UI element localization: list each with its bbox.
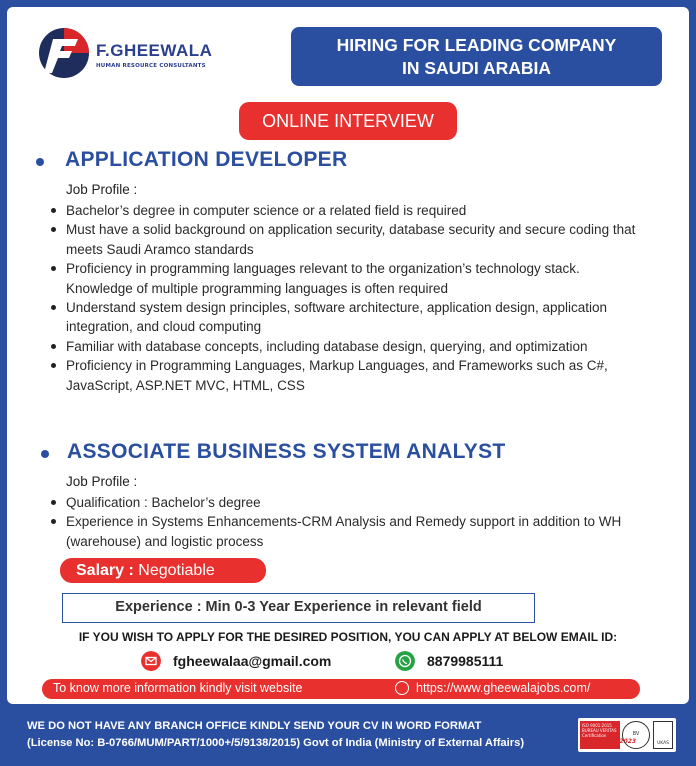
ukas-mark: UKAS <box>653 721 673 749</box>
company-logo <box>38 27 218 81</box>
list-item: Must have a solid background on application security, database security and secure coding that meets Saudi Aramco standards <box>50 220 650 259</box>
phone-number[interactable]: 8879985111 <box>427 653 504 669</box>
footer-notice: WE DO NOT HAVE ANY BRANCH OFFICE KINDLY SEND YOUR CV IN WORD FORMAT <box>27 720 482 732</box>
phone-contact[interactable] <box>395 650 503 672</box>
iso-certification: ISO 9001:2015 BUREAU VERITAS Certification <box>580 721 620 749</box>
list-item: Proficiency in programming languages relevant to the organization’s technology stack. Knowledge of multiple programming languages is often required <box>50 259 650 298</box>
role-bullet-icon <box>36 158 44 166</box>
footer <box>0 708 696 766</box>
online-interview-badge: ONLINE INTERVIEW <box>239 102 457 140</box>
experience-requirement: Experience : Min 0-3 Year Experience in relevant field <box>62 593 535 623</box>
globe-icon <box>395 681 409 695</box>
list-item: Understand system design principles, software architecture, application design, application integration, and cloud computing <box>50 298 650 337</box>
job-profile-label: Job Profile : <box>66 182 138 197</box>
website-link[interactable] <box>395 681 590 695</box>
list-item: Bachelor’s degree in computer science or a related field is required <box>50 201 650 220</box>
hiring-line-2: IN SAUDI ARABIA <box>401 58 552 78</box>
bureau-veritas-seal-icon: BV <box>622 721 650 749</box>
brand-subtitle: HUMAN RESOURCE CONSULTANTS <box>96 63 206 69</box>
hiring-banner <box>291 27 662 86</box>
list-item: Qualification : Bachelor’s degree <box>50 493 650 512</box>
job-profile-label: Job Profile : <box>66 474 138 489</box>
salary-value: Negotiable <box>138 562 215 579</box>
website-bar <box>42 679 640 699</box>
application-developer-requirements <box>50 201 650 395</box>
hiring-line-1: HIRING FOR LEADING COMPANY <box>336 35 617 55</box>
email-contact[interactable] <box>141 650 331 672</box>
apply-instruction: IF YOU WISH TO APPLY FOR THE DESIRED POSITION, YOU CAN APPLY AT BELOW EMAIL ID: <box>78 630 618 644</box>
certification-date: Apr. 2023 <box>604 738 637 745</box>
role-title-business-analyst: ASSOCIATE BUSINESS SYSTEM ANALYST <box>67 440 506 463</box>
whatsapp-icon <box>395 651 415 671</box>
role-title-application-developer: APPLICATION DEVELOPER <box>65 148 348 171</box>
salary-label: Salary : <box>76 562 134 579</box>
website-url[interactable]: https://www.gheewalajobs.com/ <box>416 681 591 695</box>
certification-badge <box>578 718 676 752</box>
logo-mark-icon <box>38 27 90 79</box>
list-item: Experience in Systems Enhancements-CRM Analysis and Remedy support in addition to WH (warehouse) and logistic process <box>50 512 650 551</box>
salary-badge <box>60 558 266 583</box>
footer-license: (License No: B-0766/MUM/PART/1000+/5/9138/2015) Govt of India (Ministry of External Affairs) <box>27 737 525 749</box>
footer-text <box>27 718 524 752</box>
brand-name: F.GHEEWALA <box>96 41 213 60</box>
email-icon <box>141 651 161 671</box>
list-item: Familiar with database concepts, including database design, querying, and optimization <box>50 337 650 356</box>
email-address[interactable]: fgheewalaa@gmail.com <box>173 653 332 669</box>
website-prompt: To know more information kindly visit website <box>53 681 303 695</box>
list-item: Proficiency in Programming Languages, Markup Languages, and Frameworks such as C#, JavaScript, ASP.NET MVC, HTML, CSS <box>50 356 650 395</box>
role-bullet-icon <box>41 450 49 458</box>
business-analyst-requirements <box>50 493 650 551</box>
